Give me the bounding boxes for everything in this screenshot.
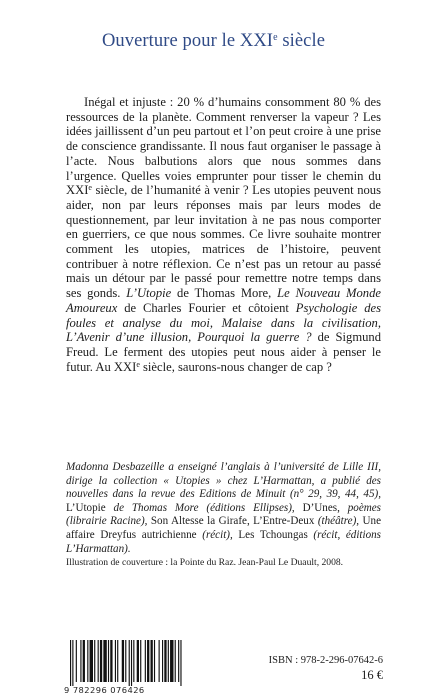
barcode	[64, 640, 186, 698]
blurb-paragraph: Inégal et injuste : 20 % d’humains consomment 80 % des ressources de la planète. Comment renverser la vapeur ? Les idées jaillissent d’un peu partout et l’on peut croire à une prise de conscience grandissante. Il nous faut organiser le passage à l’acte. Nous balbutions alors que nous sommes dans l’urgence. Quelles voies emprunter pour tisser le chemin du XXIe siècle, de l’humanité à venir ? Les utopies peuvent nous aider, non par leurs réponses mais par leurs modes de questionnement, par leur invitation à ne pas nous comporter en guerriers, ce que nous sommes. Ce livre souhaite montrer comment les utopies, matrices de l’histoire, peuvent contribuer à notre réflexion. Ce n’est pas un retour au passé mais un détour par le passé pour remettre notre temps dans ses gonds. L’Utopie de Thomas More, Le Nouveau Monde Amoureux de Charles Fourier et côtoient Psychologie des foules et analyse du moi, Malaise dans la civilisation, L’Avenir d’une illusion, Pourquoi la guerre ? de Sigmund Freud. Le ferment des utopies peut nous aider à penser le futur. Au XXIe siècle, saurons-nous changer de cap ?	[66, 95, 382, 374]
page-title: Ouverture pour le XXIe siècle	[101, 31, 326, 51]
barcode-icon	[64, 640, 186, 686]
isbn: ISBN : 978-2-296-07642-6	[268, 655, 383, 666]
price: 16 €	[361, 668, 383, 682]
barcode-digits: 9 782296 076426	[64, 685, 145, 695]
author-bio: Madonna Desbazeille a enseigné l’anglais à l’université de Lille III, dirige la collection « Utopies » chez L’Harmattan, a publié des nouvelles dans la revue des Editions de Minuit (n° 29, 39, 44, 45), L’Utopie de Thomas More (éditions Ellipses), D’Unes, poèmes (librairie Racine), Son Altesse la Girafe, L’Entre-Deux (théâtre), Une affaire Dreyfus autrichienne (récit), Les Tchoungas (récit, éditions L’Harmattan).	[66, 461, 381, 555]
cover-illustration-credit: Illustration de couverture : la Pointe du Raz. Jean-Paul Le Duault, 2008.	[66, 557, 344, 568]
